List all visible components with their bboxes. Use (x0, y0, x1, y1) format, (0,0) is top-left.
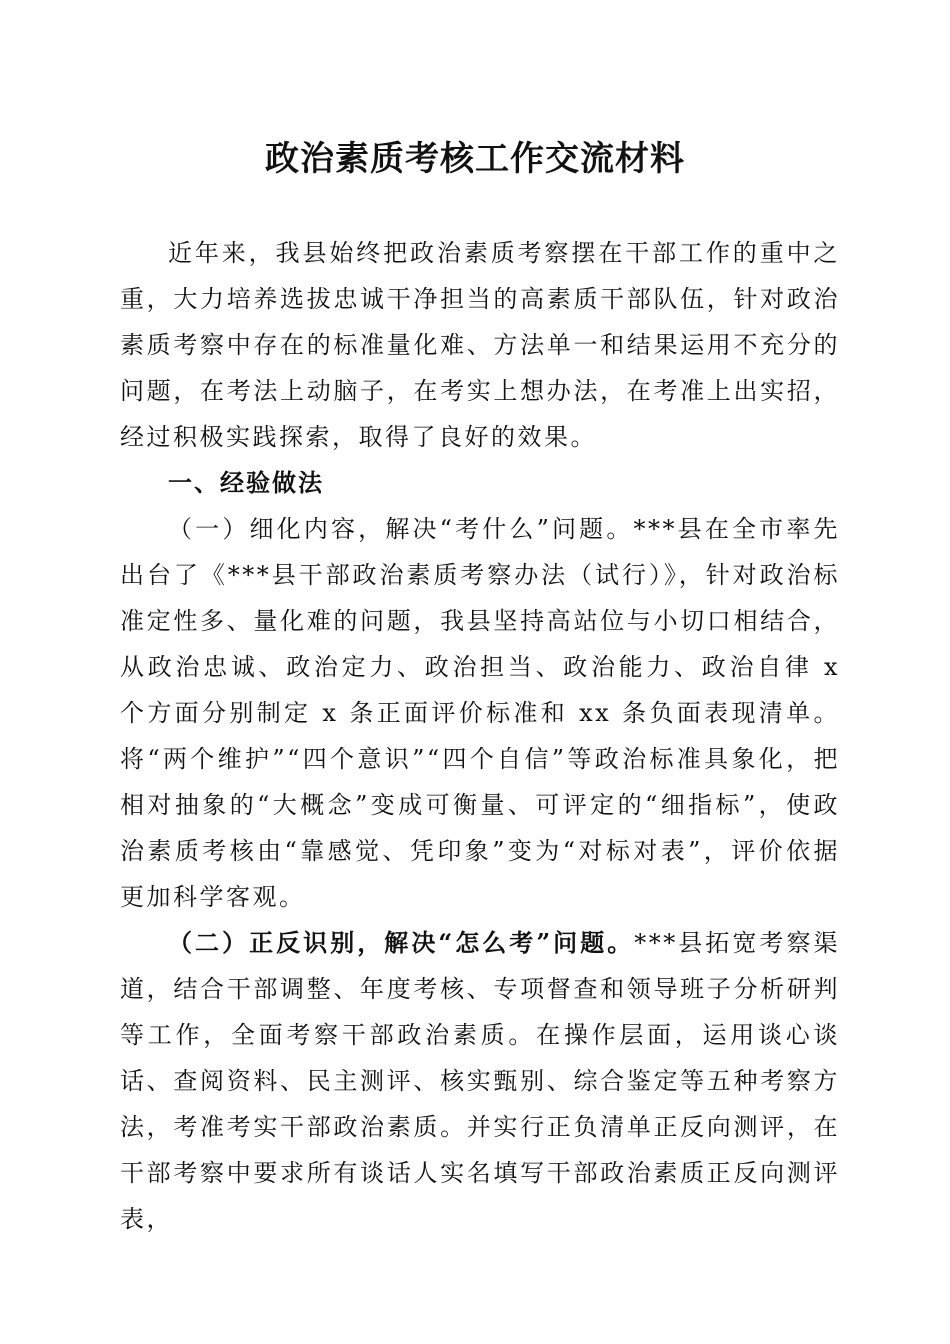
intro-paragraph: 近年来，我县始终把政治素质考察摆在干部工作的重中之重，大力培养选拔忠诚干净担当的高素质干部队伍，针对政治素质考察中存在的标准量化难、方法单一和结果运用不充分的问题，在考法上动脑子，在考实上想办法，在考准上出实招，经过积极实践探索，取得了良好的效果。 (120, 239, 840, 451)
item-text-refine-content: ***县在全市率先出台了《***县干部政治素质考察办法（试行）》，针对政治标准定性多、量化难的问题，我县坚持高站位与小切口相结合，从政治忠诚、政治定力、政治担当、政治能力、政治自律 x 个方面分别制定 x 条正面评价标准和 xx 条负面表现清单。将“两个维护”“四个意识”“四个自信”等政治标准具象化，把相对抽象的“大概念”变成可衡量、可评定的“细指标”，使政治素质考核由“靠感觉、凭印象”变为“对标对表”，评价依据更加科学客观。 (120, 515, 841, 911)
item-heading-refine-content: （一）细化内容，解决“考什么”问题。 (168, 515, 634, 543)
item-text-positive-negative: ***县拓宽考察渠道，结合干部调整、年度考核、专项督查和领导班子分析研判等工作，全面考察干部政治素质。在操作层面，运用谈心谈话、查阅资料、民主测评、核实甄别、综合鉴定等五种考察方法，考准考实干部政治素质。并实行正负清单正反向测评，在干部考察中要求所有谈话人实名填写干部政治素质正反向测评表， (120, 929, 841, 1233)
item-heading-positive-negative: （二）正反识别，解决“怎么考”问题。 (168, 928, 635, 957)
item-paragraph-refine-content (120, 506, 840, 920)
document-title: 政治素质考核工作交流材料 (265, 139, 685, 179)
document-body (120, 230, 840, 1242)
item-paragraph-positive-negative (120, 920, 840, 1242)
section-heading-experience: 一、经验做法 (168, 469, 324, 497)
